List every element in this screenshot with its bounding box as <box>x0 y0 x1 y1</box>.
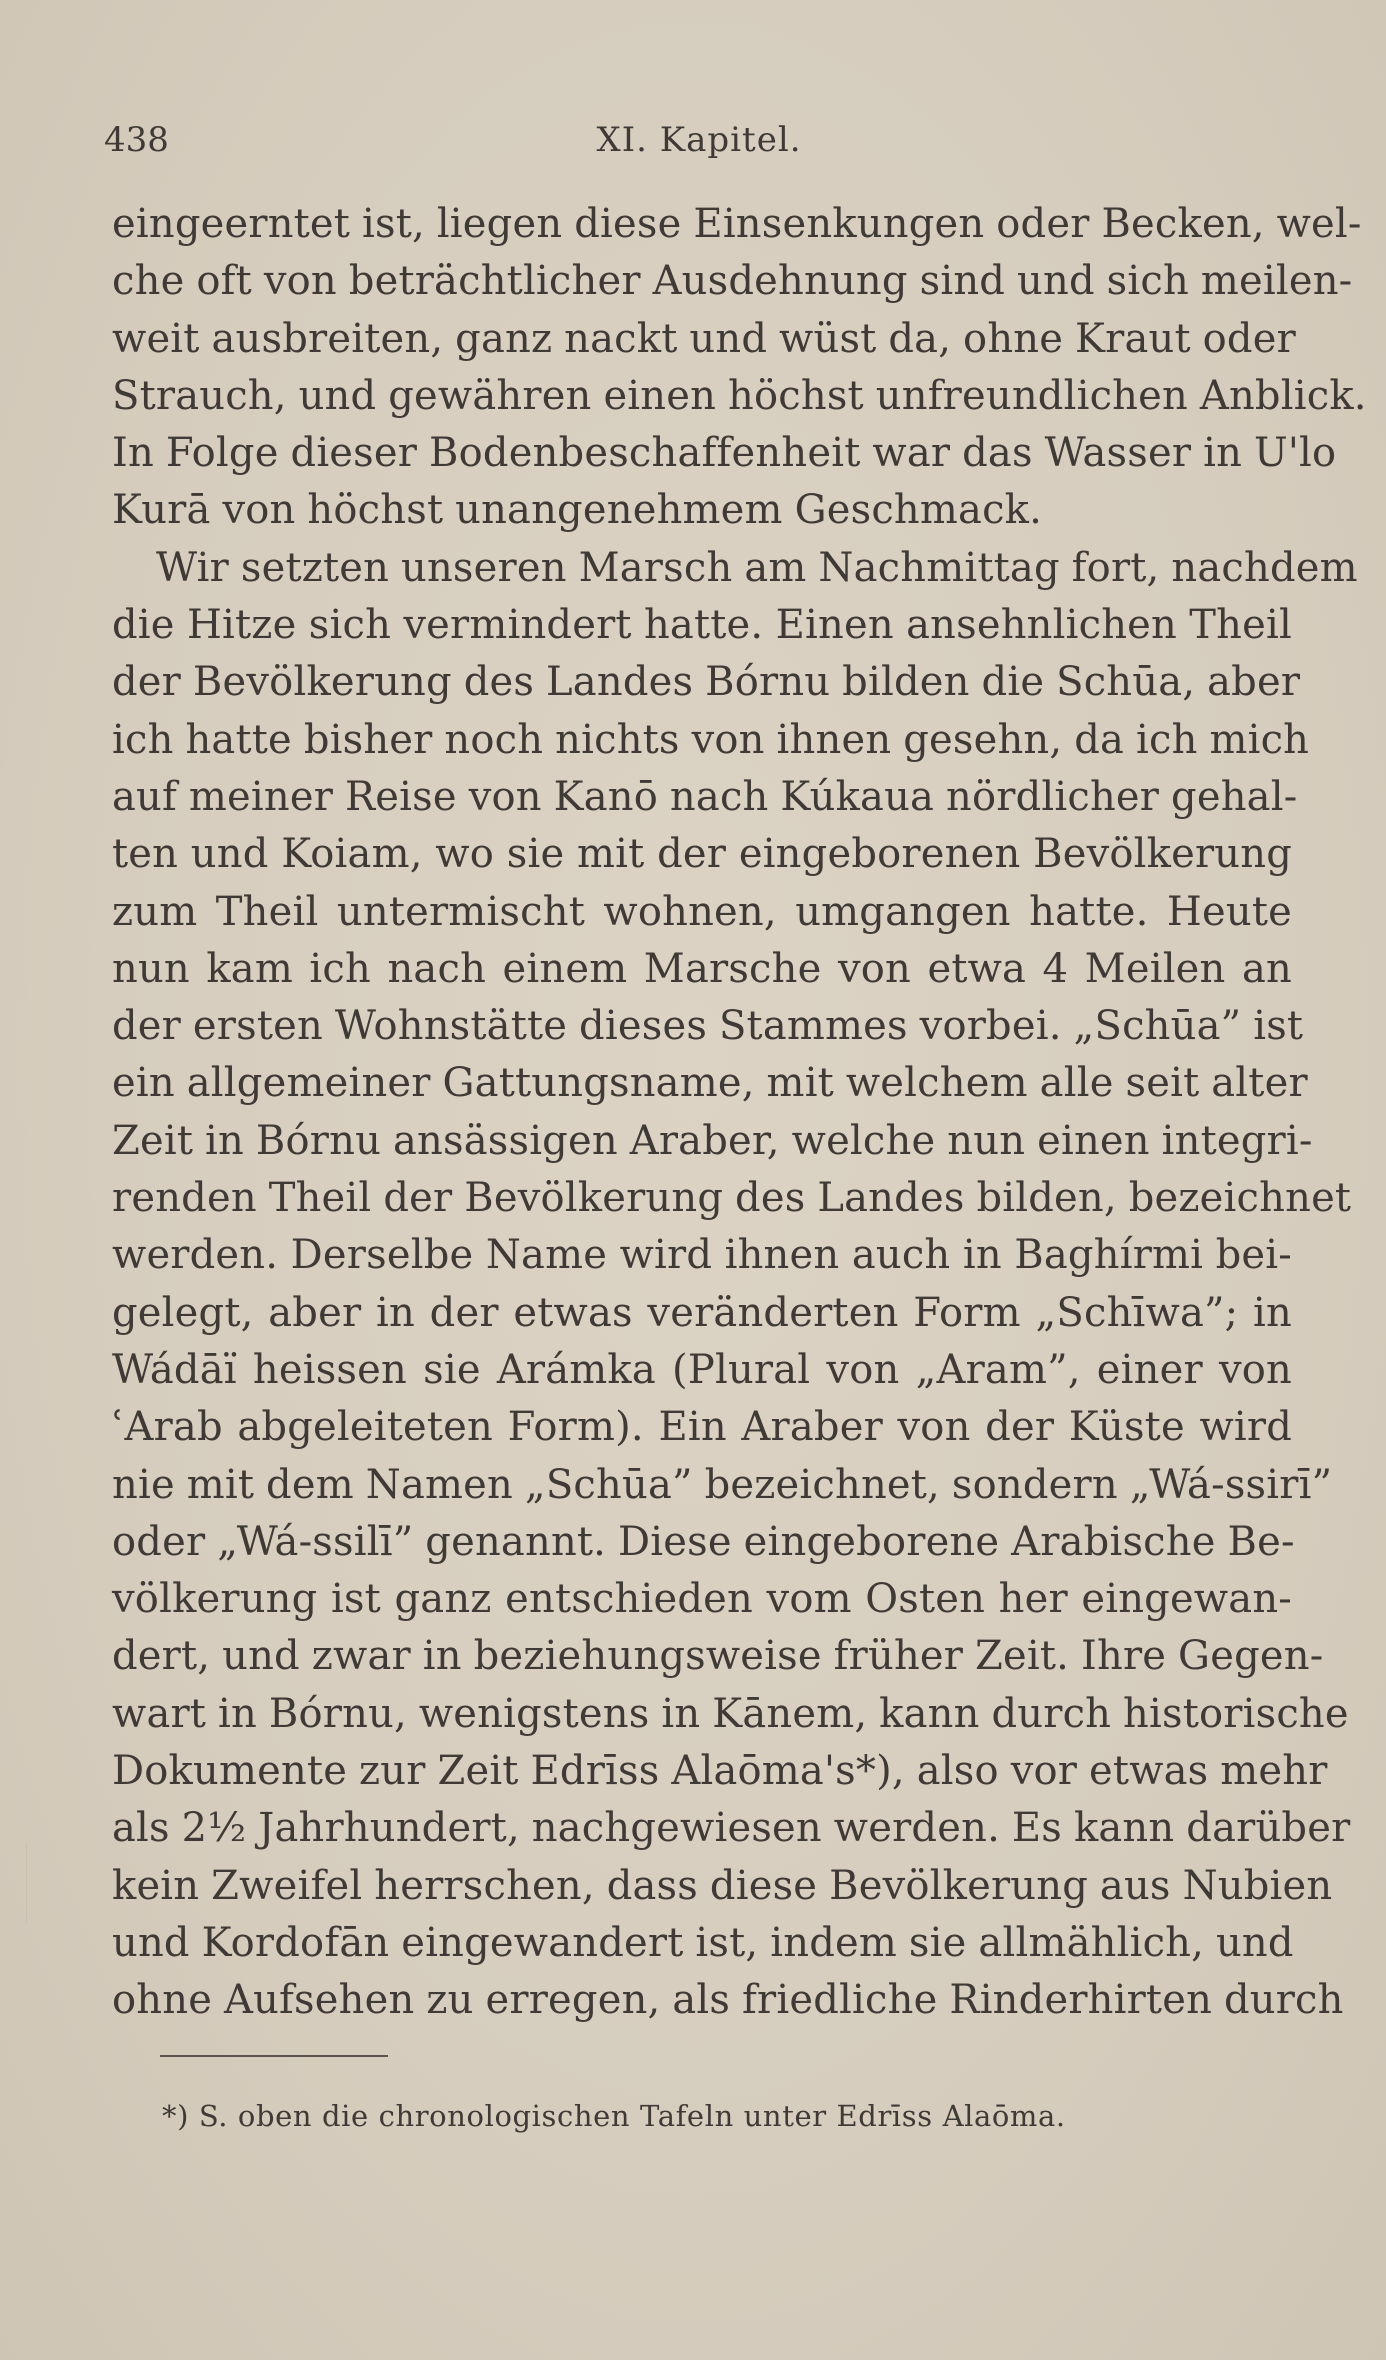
text-line: völkerung ist ganz entschieden vom Osten her eingewan- <box>112 1576 1292 1623</box>
text-line: ʿArab abgeleiteten Form). Ein Araber von der Küste wird <box>112 1404 1292 1451</box>
text-line: kein Zweifel herrschen, dass diese Bevölkerung aus Nubien <box>112 1862 1333 1909</box>
text-line: oder „Wá-ssilī” genannt. Diese eingeborene Arabische Be- <box>112 1518 1295 1565</box>
text-line: renden Theil der Bevölkerung des Landes bilden, bezeichnet <box>112 1175 1352 1222</box>
text-line: der Bevölkerung des Landes Bórnu bilden die Schūa, aber <box>112 659 1301 706</box>
text-line: und Kordofān eingewandert ist, indem sie allmählich, und <box>112 1919 1294 1966</box>
text-line: Wir setzten unseren Marsch am Nachmittag fort, nachdem <box>156 544 1358 591</box>
text-line: eingeerntet ist, liegen diese Einsenkungen oder Becken, wel- <box>112 201 1362 247</box>
footnote: *) S. oben die chronologischen Tafeln unter Edrīss Alaōma. <box>162 2099 1066 2133</box>
text-line: der ersten Wohnstätte dieses Stammes vorbei. „Schūa” ist <box>112 1003 1304 1050</box>
running-head <box>104 118 1294 162</box>
text-line: ten und Koiam, wo sie mit der eingeborenen Bevölkerung <box>112 831 1292 878</box>
text-line: zum Theil untermischt wohnen, umgangen hatte. Heute <box>112 888 1292 935</box>
text-line: nie mit dem Namen „Schūa” bezeichnet, sondern „Wá-ssirī” <box>112 1461 1333 1508</box>
text-line: Wádāï heissen sie Arámka (Plural von „Aram”, einer von <box>112 1346 1292 1393</box>
text-line: Kurā von höchst unangenehmem Geschmack. <box>112 487 1043 534</box>
text-line: Strauch, und gewähren einen höchst unfreundlichen Anblick. <box>112 372 1367 419</box>
body-text <box>112 196 1367 2030</box>
text-line: wart in Bórnu, wenigstens in Kānem, kann durch historische <box>112 1690 1349 1737</box>
text-line: weit ausbreiten, ganz nackt und wüst da, ohne Kraut oder <box>112 315 1296 362</box>
text-line: als 2½ Jahrhundert, nachgewiesen werden. Es kann darüber <box>112 1805 1351 1852</box>
text-line: gelegt, aber in der etwas veränderten Form „Schīwa”; in <box>112 1289 1292 1336</box>
footnote-divider <box>160 2055 388 2057</box>
text-line: werden. Derselbe Name wird ihnen auch in Baghírmi bei- <box>112 1232 1292 1279</box>
text-line: Zeit in Bórnu ansässigen Araber, welche nun einen integri- <box>112 1117 1313 1164</box>
text-line: In Folge dieser Bodenbeschaffenheit war das Wasser in U'lo <box>112 430 1337 477</box>
text-line: ohne Aufsehen zu erregen, als friedliche Rinderhirten durch <box>112 1977 1344 2024</box>
page-number: 438 <box>104 120 169 160</box>
text-line: che oft von beträchtlicher Ausdehnung sind und sich meilen- <box>112 258 1353 305</box>
text-line: dert, und zwar in beziehungsweise früher Zeit. Ihre Gegen- <box>112 1633 1324 1680</box>
paper-crease <box>0 1842 27 1938</box>
text-line: Dokumente zur Zeit Edrīss Alaōma's*), also vor etwas mehr <box>112 1748 1328 1795</box>
chapter-title: XI. Kapitel. <box>596 120 802 160</box>
text-line: nun kam ich nach einem Marsche von etwa 4 Meilen an <box>112 945 1292 992</box>
text-line: auf meiner Reise von Kanō nach Kúkaua nördlicher gehal- <box>112 773 1298 820</box>
text-line: die Hitze sich vermindert hatte. Einen ansehnlichen Theil <box>112 602 1292 649</box>
text-line: ein allgemeiner Gattungsname, mit welchem alle seit alter <box>112 1060 1308 1107</box>
text-line: ich hatte bisher noch nichts von ihnen gesehn, da ich mich <box>112 716 1310 763</box>
